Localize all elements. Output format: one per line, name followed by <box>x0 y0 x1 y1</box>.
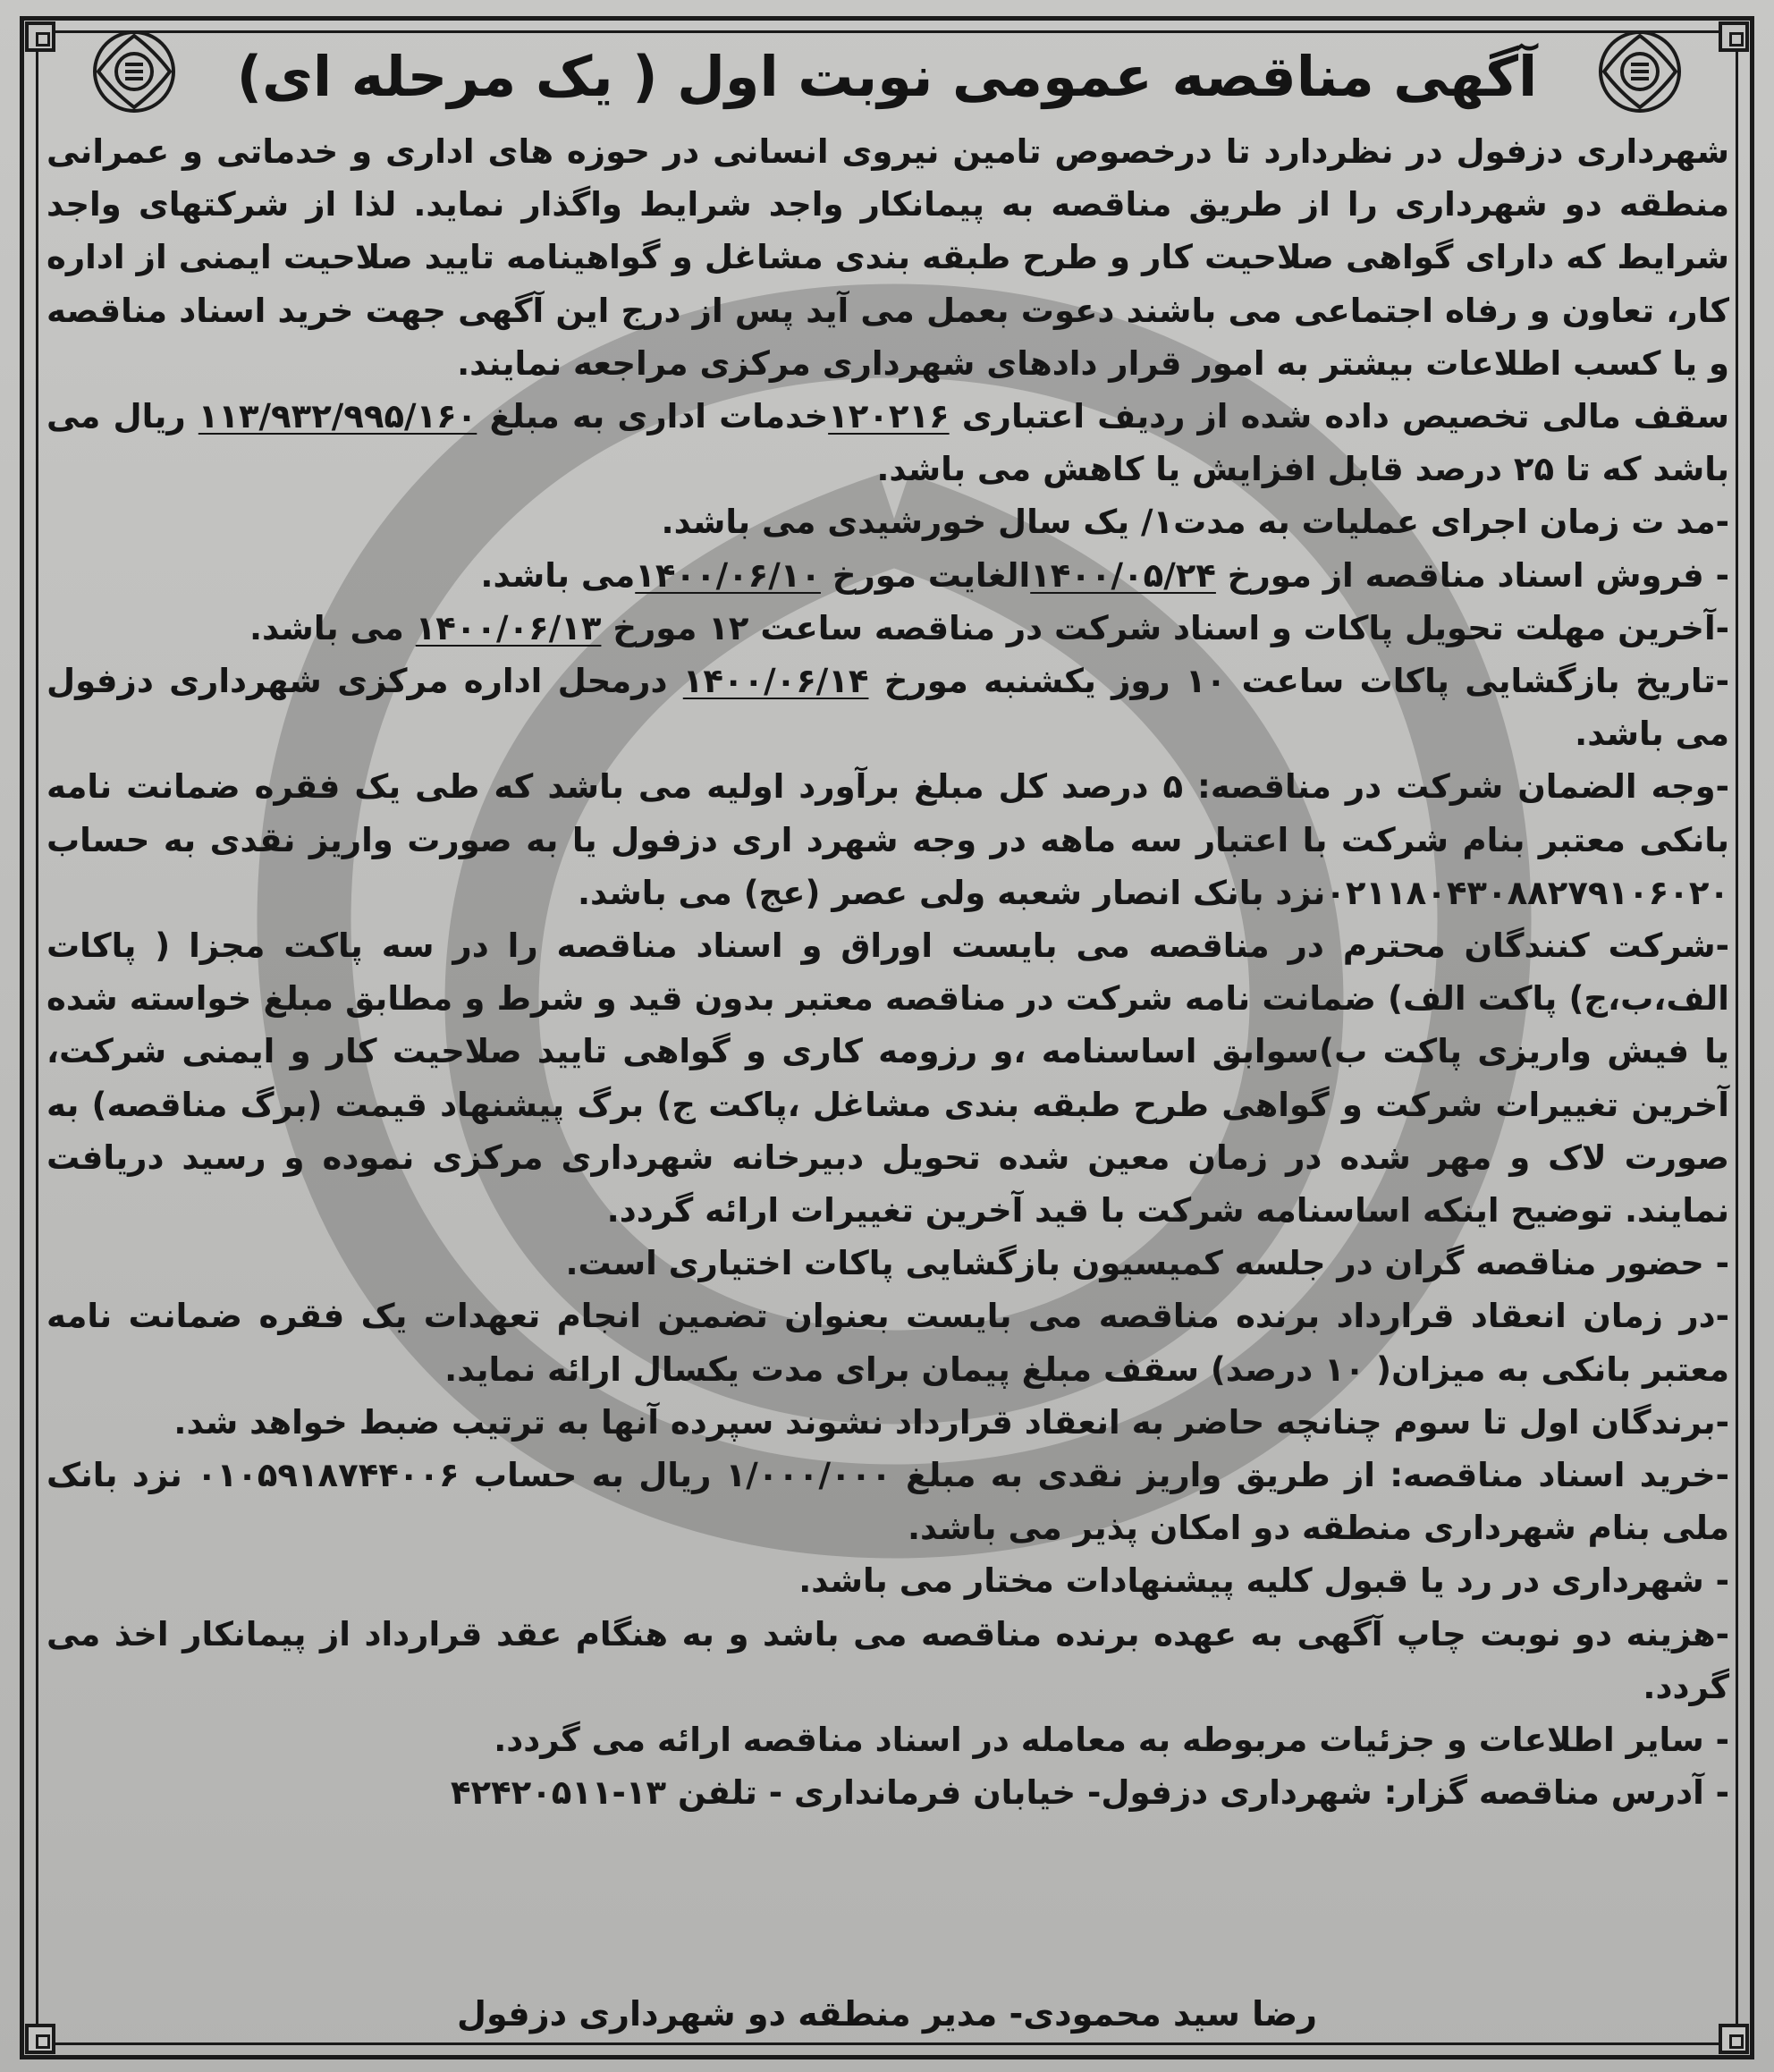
corner-ornament-bottom-left <box>25 2024 55 2054</box>
sale-text: - فروش اسناد مناقصه از مورخ <box>1227 555 1729 595</box>
deadline-text: می باشد. <box>249 608 404 647</box>
deadline-date: ۱۴۰۰/۰۶/۱۳ <box>415 608 602 647</box>
duration-paragraph: -مد ت زمان اجرای عملیات به مدت۱/ یک سال خورشیدی می باشد. <box>661 503 1729 542</box>
guarantee-paragraph: -وجه الضمان شرکت در مناقصه: ۵ درصد کل مبلغ برآورد اولیه می باشد که طی یک فقره ضمانت نامه بانکی معتبر بنام شرکت با اعتبار سه ماهه در وجه شهرد اری دزفول یا به صورت واریز نقدی به حساب ۰۲۱۱۸۰۴۳۰۸۸۲۷۹۱۰۶۰۲۰نزد بانک انصار شعبه ولی عصر (عج) می باشد. <box>46 767 1729 912</box>
notice-body <box>46 125 1729 1820</box>
winners-paragraph: -برندگان اول تا سوم چنانچه حاضر به انعقاد قرارداد نشوند سپرده آنها به ترتیب ضبط خواهد شد. <box>173 1402 1729 1442</box>
deadline-paragraph <box>46 602 1729 655</box>
ad-cost-paragraph: -هزینه دو نوبت چاپ آگهی به عهده برنده مناقصه می باشد و به هنگام عقد قرارداد از پیمانکار اخذ می گردد. <box>46 1614 1729 1706</box>
sale-paragraph <box>46 549 1729 602</box>
corner-ornament-top-left <box>25 21 55 52</box>
purchase-paragraph: -خرید اسناد مناقصه: از طریق واریز نقدی به مبلغ ۱/۰۰۰/۰۰۰ ریال به حساب ۰۱۰۵۹۱۸۷۴۴۰۰۶ نزد بانک ملی بنام شهرداری منطقه دو امکان پذیر می باشد. <box>46 1456 1729 1548</box>
corner-ornament-top-right <box>1719 21 1749 52</box>
budget-text: سقف مالی تخصیص داده شده از ردیف اعتباری <box>961 397 1729 436</box>
intro-paragraph: شهرداری دزفول در نظردارد تا درخصوص تامین نیروی انسانی در حوزه های اداری و خدماتی و عمرانی منطقه دو شهرداری را از طریق مناقصه به پیمانکار واجد شرایط واگذار نماید. لذا از شرکتهای واجد شرایط که دارای گواهی صلاحیت کار و طرح طبقه بندی مشاغل و گواهینامه تایید صلاحیت ایمنی از اداره کار، تعاون و رفاه اجتماعی می باشند دعوت بعمل می آید پس از درج این آگهی جهت خرید اسناد مناقصه و یا کسب اطلاعات بیشتر به امور قرار دادهای شهرداری مرکزی مراجعه نمایند. <box>46 132 1729 383</box>
sale-text: می باشد. <box>480 555 636 595</box>
attendance-paragraph: - حضور مناقصه گران در جلسه کمیسیون بازگشایی پاکات اختیاری است. <box>565 1244 1729 1283</box>
envelopes-paragraph: -شرکت کنندگان محترم در مناقصه می بایست اوراق و اسناد مناقصه را در سه پاکت مجزا ( پاکات الف،ب،ج) پاکت الف) ضمانت نامه شرکت در مناقصه معتبر بدون قید و شرط و مطابق مبلغ خواسته شده یا فیش واریزی پاکت ب)سوابق اساسنامه ،و رزومه کاری و گواهی تایید صلاحیت کار و ایمنی شرکت، آخرین تغییرات شرکت و گواهی طرح طبقه بندی مشاغل ،پاکت ج) برگ پیشنهاد قیمت (برگ مناقصه) به صورت لاک و مهر شده در زمان معین شده تحویل دبیرخانه شهرداری مرکزی نموده و رسید دریافت نمایند. توضیح اینکه اساسنامه شرکت با قید آخرین تغییرات ارائه گردد. <box>46 926 1729 1231</box>
budget-amount: ۱۱۳/۹۳۲/۹۹۵/۱۶۰ <box>198 397 477 436</box>
budget-row-number: ۱۲۰۲۱۶ <box>828 397 950 436</box>
deadline-text: -آخرین مهلت تحویل پاکات و اسناد شرکت در مناقصه ساعت ۱۲ مورخ <box>612 608 1729 647</box>
notice-title: آگهی مناقصه عمومی نوبت اول ( یک مرحله ای) <box>236 44 1538 109</box>
budget-text: ریال می باشد که تا ۲۵ درصد قابل افزایش یا کاهش می باشد. <box>46 397 1729 489</box>
opening-text: درمحل اداره مرکزی شهرداری دزفول می باشد. <box>46 662 1729 754</box>
sale-text: الغایت مورخ <box>832 555 1031 595</box>
opening-date: ۱۴۰۰/۰۶/۱۴ <box>682 662 869 701</box>
sale-end-date: ۱۴۰۰/۰۶/۱۰ <box>635 555 821 595</box>
signature-line: رضا سید محمودی- مدیر منطقه دو شهرداری دزفول <box>457 1994 1317 2034</box>
rights-paragraph: - شهرداری در رد یا قبول کلیه پیشنهادات مختار می باشد. <box>798 1561 1729 1601</box>
budget-paragraph <box>46 390 1729 495</box>
corner-ornament-bottom-right <box>1719 2024 1749 2054</box>
sale-start-date: ۱۴۰۰/۰۵/۲۴ <box>1030 555 1216 595</box>
other-info-paragraph: - سایر اطلاعات و جزئیات مربوطه به معامله در اسناد مناقصه ارائه می گردد. <box>494 1721 1729 1760</box>
opening-paragraph <box>46 655 1729 760</box>
budget-text: خدمات اداری به مبلغ <box>489 397 829 436</box>
contract-guarantee-paragraph: -در زمان انعقاد قرارداد برنده مناقصه می بایست بعنوان تضمین انجام تعهدات یک فقره ضمانت نامه معتبر بانکی به میزان( ۱۰ درصد) سقف مبلغ پیمان برای مدت یکسال ارائه نماید. <box>46 1297 1729 1389</box>
address-paragraph: - آدرس مناقصه گزار: شهرداری دزفول- خیابان فرمانداری - تلفن ۱۳-۴۲۴۲۰۵۱۱ <box>450 1773 1729 1813</box>
opening-text: -تاریخ بازگشایی پاکات ساعت ۱۰ روز یکشنبه مورخ <box>883 662 1729 701</box>
